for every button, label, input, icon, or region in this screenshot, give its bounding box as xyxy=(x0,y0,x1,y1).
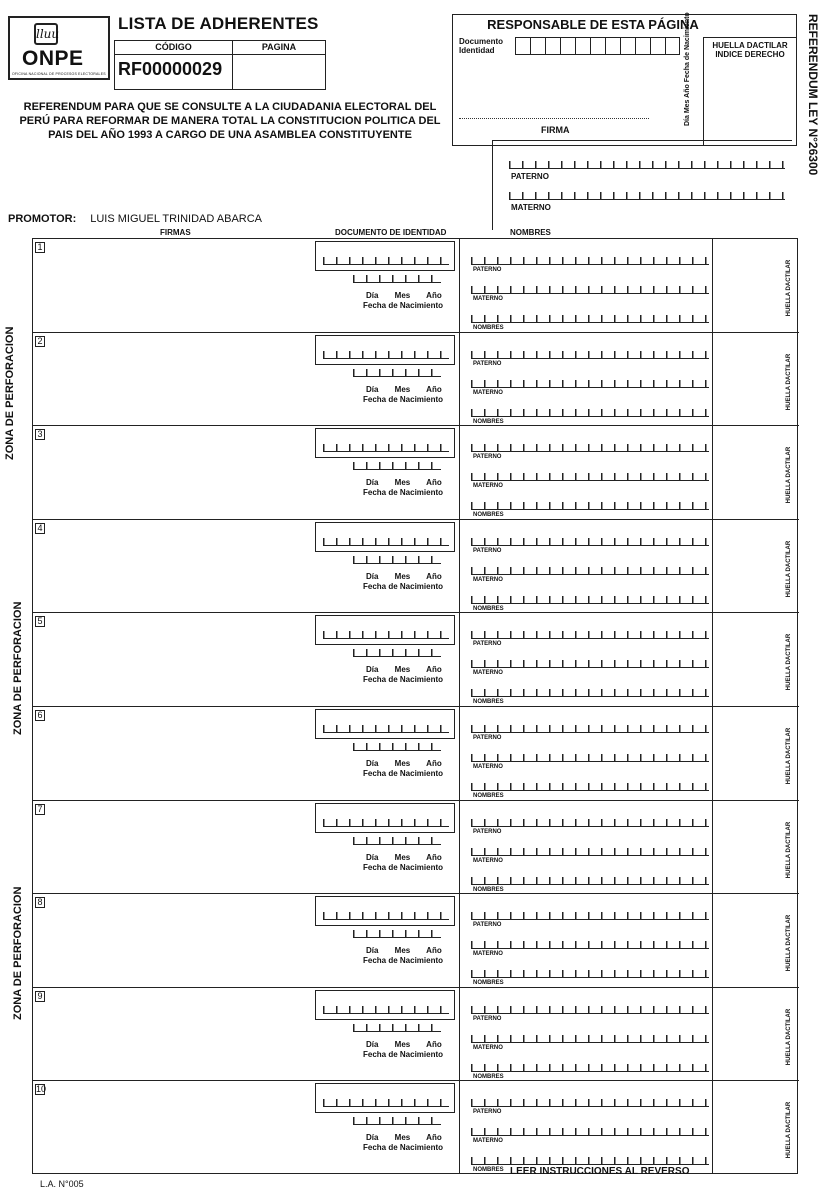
documento-box[interactable] xyxy=(315,709,455,739)
row-number: 5 xyxy=(35,616,45,627)
dia-mes-anio-label: Día Mes Año xyxy=(366,1039,442,1049)
paterno-label: PATERNO xyxy=(473,360,502,367)
materno-label: MATERNO xyxy=(473,764,503,770)
nombres-label: NOMBRES xyxy=(473,605,504,612)
materno-label: MATERNO xyxy=(473,576,503,583)
huella-dactilar-label: HUELLA DACTILAR xyxy=(786,1102,792,1159)
paterno-label: PATERNO xyxy=(473,547,502,554)
documento-ticks[interactable] xyxy=(323,1099,449,1107)
huella-indice-label: HUELLA DACTILAR INDICE DERECHO xyxy=(703,37,796,145)
row-number: 1 xyxy=(35,242,45,253)
materno-ticks[interactable] xyxy=(471,380,709,388)
nombres-label: NOMBRES xyxy=(473,699,504,706)
firma-line[interactable] xyxy=(459,118,649,119)
huella-dactilar-label: HUELLA DACTILAR xyxy=(786,259,792,317)
materno-ticks[interactable] xyxy=(471,1035,709,1043)
adherente-row xyxy=(33,333,799,427)
materno-ticks[interactable] xyxy=(471,1128,709,1136)
logo-tagline: OFICINA NACIONAL DE PROCESOS ELECTORALES xyxy=(12,72,106,76)
nombres-label: NOMBRES xyxy=(473,793,504,799)
materno-ticks[interactable] xyxy=(471,567,709,575)
fecha-ticks[interactable] xyxy=(353,275,441,283)
huella-dactilar-label: HUELLA DACTILAR xyxy=(786,1008,792,1066)
adherente-row xyxy=(33,1081,799,1175)
paterno-ticks[interactable] xyxy=(471,725,709,733)
row-number: 8 xyxy=(35,897,45,908)
fecha-nacimiento-label: Fecha de Nacimiento xyxy=(363,956,444,966)
fecha-ticks[interactable] xyxy=(353,930,441,938)
materno-label: MATERNO xyxy=(473,1138,503,1145)
nombres-label: NOMBRES xyxy=(473,1167,504,1174)
paterno-label: PATERNO xyxy=(473,454,502,461)
documento-box[interactable] xyxy=(315,803,455,833)
dia-mes-anio-label: Día Mes Año xyxy=(366,852,442,862)
materno-ticks[interactable] xyxy=(471,754,709,762)
col-nombres: NOMBRES xyxy=(510,228,551,237)
zona-perforacion-3: ZONA DE PERFORACION xyxy=(12,886,24,1020)
dia-mes-anio-label: Día Mes Año xyxy=(366,759,442,768)
referendum-description: REFERENDUM PARA QUE SE CONSULTE A LA CIUDADANIA ELECTORAL DEL PERÚ PARA REFORMAR DE MANERA TOTAL LA CONSTITUCION POLITICA DEL PAIS DEL AÑO 1993 A CARGO DE UNA ASAMBLEA CONSTITUYENTE xyxy=(19,101,441,141)
promotor-value: LUIS MIGUEL TRINIDAD ABARCA xyxy=(90,213,263,225)
materno-ticks[interactable] xyxy=(471,660,709,668)
codigo-box xyxy=(114,40,326,90)
logo-text: ONPE xyxy=(22,47,84,70)
paterno-ticks[interactable] xyxy=(471,819,709,827)
row-number: 10 xyxy=(36,1084,47,1095)
nombres-ticks[interactable] xyxy=(471,877,709,885)
huella-dactilar-label: HUELLA DACTILAR xyxy=(786,353,792,410)
onpe-emblem-icon: lluu xyxy=(34,23,58,45)
codigo-value: RF00000029 xyxy=(115,55,233,89)
documento-ticks[interactable] xyxy=(323,538,449,546)
documento-ticks[interactable] xyxy=(323,819,449,827)
row-number: 9 xyxy=(35,991,45,1002)
documento-box[interactable] xyxy=(315,896,455,926)
col-documento: DOCUMENTO DE IDENTIDAD xyxy=(335,228,447,237)
fecha-nacimiento-vertical xyxy=(675,12,699,135)
paterno-label: PATERNO xyxy=(473,1109,502,1116)
fecha-nacimiento-label: Fecha de Nacimiento xyxy=(363,675,444,685)
nombres-ticks[interactable] xyxy=(471,970,709,978)
documento-ticks[interactable] xyxy=(323,725,449,733)
paterno-ticks[interactable] xyxy=(471,444,709,452)
materno-ticks[interactable] xyxy=(471,848,709,856)
form-code: L.A. N°005 xyxy=(40,1179,84,1189)
materno-ticks[interactable] xyxy=(509,192,785,200)
paterno-label: PATERNO xyxy=(473,1015,502,1022)
fecha-nacimiento-label: Fecha de Nacimiento xyxy=(363,581,444,591)
documento-ticks[interactable] xyxy=(323,257,449,265)
adherente-row xyxy=(33,520,799,614)
fecha-nacimiento-label: Día Mes Año Fecha de Nacimiento xyxy=(684,12,691,126)
nombres-label: NOMBRES xyxy=(473,512,504,519)
huella-dactilar-label: HUELLA DACTILAR xyxy=(786,821,792,878)
row-number: 3 xyxy=(35,429,45,440)
paterno-ticks[interactable] xyxy=(471,1006,709,1014)
zona-perforacion-2: ZONA DE PERFORACION xyxy=(12,601,24,735)
pagina-label: PAGINA xyxy=(233,41,325,55)
huella-dactilar-label: HUELLA DACTILAR xyxy=(786,914,792,972)
dia-mes-anio-label: Día Mes Año xyxy=(366,291,442,300)
paterno-ticks[interactable] xyxy=(471,912,709,920)
onpe-logo xyxy=(8,16,110,80)
documento-ticks[interactable] xyxy=(323,631,449,639)
documento-box[interactable] xyxy=(315,615,455,645)
responsable-title: RESPONSABLE DE ESTA PÁGINA xyxy=(487,17,699,32)
paterno-label: PATERNO xyxy=(473,267,502,273)
huella-dactilar-label: HUELLA DACTILAR xyxy=(786,634,792,691)
row-number: 7 xyxy=(35,804,45,815)
col-firmas: FIRMAS xyxy=(160,228,191,237)
responsable-box xyxy=(452,14,797,146)
nombres-ticks[interactable] xyxy=(471,502,709,510)
dia-mes-anio-label: Día Mes Año xyxy=(366,478,442,488)
fecha-nacimiento-label: Fecha de Nacimiento xyxy=(363,769,444,778)
paterno-ticks[interactable] xyxy=(471,257,709,265)
huella-dactilar-label: HUELLA DACTILAR xyxy=(786,540,792,598)
resp-paterno-label: PATERNO xyxy=(511,172,549,181)
fecha-ticks[interactable] xyxy=(353,1117,441,1125)
fecha-ticks[interactable] xyxy=(353,837,441,845)
nombres-ticks[interactable] xyxy=(471,409,709,417)
nombres-label: NOMBRES xyxy=(473,1073,504,1080)
nombres-label: NOMBRES xyxy=(473,418,504,425)
materno-label: MATERNO xyxy=(473,951,503,958)
nombres-ticks[interactable] xyxy=(471,315,709,323)
fecha-nacimiento-label: Fecha de Nacimiento xyxy=(363,1049,444,1059)
paterno-label: PATERNO xyxy=(473,922,502,929)
documento-ticks[interactable] xyxy=(323,351,449,359)
adherente-row xyxy=(33,801,799,895)
fecha-ticks[interactable] xyxy=(353,743,441,751)
adherente-row xyxy=(33,894,799,988)
paterno-label: PATERNO xyxy=(473,828,502,835)
side-law-text: REFERENDUM LEY N°26300 xyxy=(806,14,820,176)
dia-mes-anio-label: Día Mes Año xyxy=(366,571,442,581)
doc-identidad-cells[interactable] xyxy=(515,37,680,55)
materno-label: MATERNO xyxy=(473,670,503,677)
nombres-ticks[interactable] xyxy=(471,783,709,791)
materno-label: MATERNO xyxy=(473,483,503,490)
firma-label: FIRMA xyxy=(541,125,570,135)
adherentes-grid xyxy=(32,238,798,1174)
doc-identidad-label: Documento Identidad xyxy=(459,37,503,55)
row-number: 4 xyxy=(35,523,45,534)
promotor xyxy=(8,213,262,225)
documento-box[interactable] xyxy=(315,522,455,552)
row-number: 2 xyxy=(35,336,45,347)
nombres-label: NOMBRES xyxy=(473,325,504,331)
documento-ticks[interactable] xyxy=(323,1006,449,1014)
dia-mes-anio-label: Día Mes Año xyxy=(366,1133,442,1143)
paterno-ticks[interactable] xyxy=(471,1099,709,1107)
nombres-label: NOMBRES xyxy=(473,980,504,987)
documento-box[interactable] xyxy=(315,1083,455,1113)
documento-box[interactable] xyxy=(315,335,455,365)
zona-perforacion-1: ZONA DE PERFORACION xyxy=(4,326,16,460)
instructions-note: LEER INSTRUCCIONES AL REVERSO xyxy=(510,1166,690,1177)
materno-label: MATERNO xyxy=(473,1044,503,1051)
documento-ticks[interactable] xyxy=(323,444,449,452)
nombres-ticks[interactable] xyxy=(471,689,709,697)
fecha-nacimiento-label: Fecha de Nacimiento xyxy=(363,301,444,310)
huella-dactilar-label: HUELLA DACTILAR xyxy=(786,446,792,504)
nombres-ticks[interactable] xyxy=(471,596,709,604)
row-number: 6 xyxy=(35,710,45,721)
dia-mes-anio-label: Día Mes Año xyxy=(366,946,442,956)
codigo-label: CÓDIGO xyxy=(115,41,233,55)
paterno-ticks[interactable] xyxy=(509,161,785,169)
fecha-ticks[interactable] xyxy=(353,649,441,657)
materno-label: MATERNO xyxy=(473,296,503,302)
paterno-label: PATERNO xyxy=(473,641,502,648)
huella-dactilar-label: HUELLA DACTILAR xyxy=(786,727,792,785)
adherente-row xyxy=(33,613,799,707)
side-law-text-box xyxy=(796,14,826,214)
paterno-ticks[interactable] xyxy=(471,351,709,359)
documento-ticks[interactable] xyxy=(323,912,449,920)
dia-mes-anio-label: Día Mes Año xyxy=(366,665,442,675)
paterno-ticks[interactable] xyxy=(471,538,709,546)
fecha-nacimiento-label: Fecha de Nacimiento xyxy=(363,1143,444,1153)
promotor-label: PROMOTOR: xyxy=(8,213,77,225)
adherente-row xyxy=(33,239,799,333)
fecha-nacimiento-label: Fecha de Nacimiento xyxy=(363,394,444,404)
fecha-ticks[interactable] xyxy=(353,556,441,564)
materno-ticks[interactable] xyxy=(471,473,709,481)
resp-materno-label: MATERNO xyxy=(511,203,551,212)
nombres-ticks[interactable] xyxy=(471,1157,709,1165)
materno-label: MATERNO xyxy=(473,389,503,396)
paterno-ticks[interactable] xyxy=(471,631,709,639)
documento-box[interactable] xyxy=(315,241,455,271)
nombres-label: NOMBRES xyxy=(473,886,504,893)
paterno-label: PATERNO xyxy=(473,735,502,741)
form-title: LISTA DE ADHERENTES xyxy=(118,14,319,33)
adherente-row xyxy=(33,426,799,520)
adherente-row xyxy=(33,707,799,801)
responsable-names xyxy=(492,140,792,230)
fecha-nacimiento-label: Fecha de Nacimiento xyxy=(363,862,444,872)
dia-mes-anio-label: Día Mes Año xyxy=(366,384,442,394)
fecha-nacimiento-label: Fecha de Nacimiento xyxy=(363,488,444,498)
fecha-ticks[interactable] xyxy=(353,462,441,470)
documento-box[interactable] xyxy=(315,990,455,1020)
nombres-ticks[interactable] xyxy=(471,1064,709,1072)
materno-ticks[interactable] xyxy=(471,286,709,294)
adherente-row xyxy=(33,988,799,1082)
documento-box[interactable] xyxy=(315,428,455,458)
fecha-ticks[interactable] xyxy=(353,369,441,377)
materno-ticks[interactable] xyxy=(471,941,709,949)
fecha-ticks[interactable] xyxy=(353,1024,441,1032)
materno-label: MATERNO xyxy=(473,857,503,864)
